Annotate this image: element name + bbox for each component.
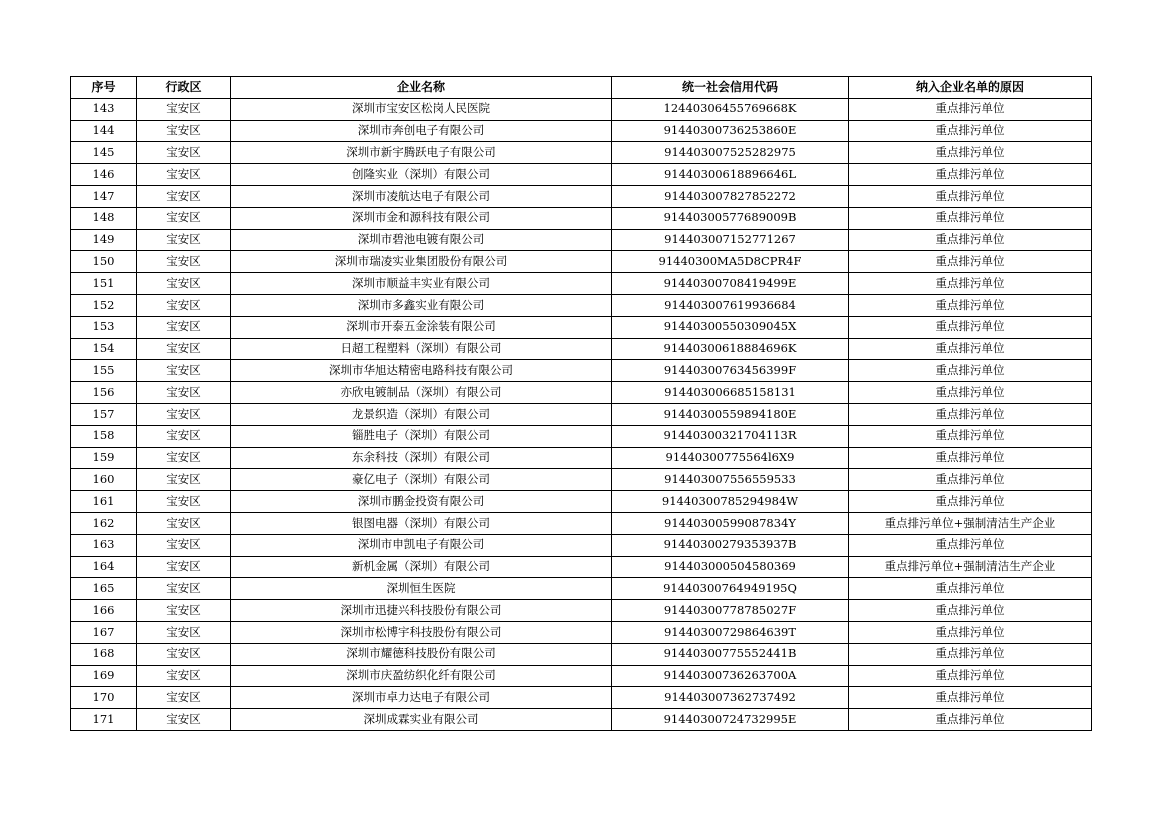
cell-reason: 重点排污单位 [849, 360, 1092, 382]
table-row [71, 403, 1092, 425]
cell-seq: 168 [71, 643, 137, 665]
cell-seq: 171 [71, 709, 137, 731]
cell-reason: 重点排污单位 [849, 207, 1092, 229]
cell-seq: 148 [71, 207, 137, 229]
cell-seq: 158 [71, 425, 137, 447]
cell-seq: 165 [71, 578, 137, 600]
table-row [71, 273, 1092, 295]
cell-district: 宝安区 [137, 185, 231, 207]
table-row [71, 316, 1092, 338]
cell-seq: 170 [71, 687, 137, 709]
table-row [71, 512, 1092, 534]
cell-company-name: 深圳市卓力达电子有限公司 [231, 687, 612, 709]
header-company-name: 企业名称 [231, 77, 612, 99]
cell-company-name: 豪亿电子（深圳）有限公司 [231, 469, 612, 491]
cell-seq: 153 [71, 316, 137, 338]
cell-district: 宝安区 [137, 687, 231, 709]
cell-reason: 重点排污单位 [849, 403, 1092, 425]
cell-district: 宝安区 [137, 621, 231, 643]
table-row [71, 382, 1092, 404]
cell-reason: 重点排污单位 [849, 665, 1092, 687]
cell-district: 宝安区 [137, 665, 231, 687]
table-row [71, 142, 1092, 164]
table-row [71, 621, 1092, 643]
cell-reason: 重点排污单位 [849, 600, 1092, 622]
table-row [71, 643, 1092, 665]
cell-seq: 149 [71, 229, 137, 251]
enterprise-table [70, 76, 1092, 731]
cell-district: 宝安区 [137, 207, 231, 229]
cell-district: 宝安区 [137, 164, 231, 186]
cell-seq: 167 [71, 621, 137, 643]
cell-reason: 重点排污单位 [849, 491, 1092, 513]
cell-reason: 重点排污单位 [849, 338, 1092, 360]
cell-company-name: 亦欣电镀制品（深圳）有限公司 [231, 382, 612, 404]
cell-seq: 166 [71, 600, 137, 622]
table-row [71, 469, 1092, 491]
cell-reason: 重点排污单位 [849, 447, 1092, 469]
cell-reason: 重点排污单位 [849, 229, 1092, 251]
cell-district: 宝安区 [137, 360, 231, 382]
cell-seq: 154 [71, 338, 137, 360]
cell-credit-code: 91440300708419499E [612, 273, 849, 295]
cell-reason: 重点排污单位 [849, 578, 1092, 600]
cell-credit-code: 914403007556559533 [612, 469, 849, 491]
cell-company-name: 银图电器（深圳）有限公司 [231, 512, 612, 534]
cell-reason: 重点排污单位 [849, 98, 1092, 120]
table-row [71, 556, 1092, 578]
cell-seq: 164 [71, 556, 137, 578]
cell-reason: 重点排污单位 [849, 709, 1092, 731]
cell-seq: 146 [71, 164, 137, 186]
cell-company-name: 深圳市碧池电镀有限公司 [231, 229, 612, 251]
cell-seq: 143 [71, 98, 137, 120]
cell-seq: 162 [71, 512, 137, 534]
cell-company-name: 东余科技（深圳）有限公司 [231, 447, 612, 469]
cell-district: 宝安区 [137, 120, 231, 142]
cell-company-name: 日超工程塑料（深圳）有限公司 [231, 338, 612, 360]
cell-credit-code: 91440300729864639T [612, 621, 849, 643]
table-row [71, 164, 1092, 186]
cell-district: 宝安区 [137, 709, 231, 731]
cell-district: 宝安区 [137, 98, 231, 120]
cell-district: 宝安区 [137, 403, 231, 425]
cell-company-name: 深圳成霖实业有限公司 [231, 709, 612, 731]
table-row [71, 185, 1092, 207]
table-row [71, 578, 1092, 600]
cell-company-name: 深圳市鹏金投资有限公司 [231, 491, 612, 513]
cell-credit-code: 91440300618896646L [612, 164, 849, 186]
cell-district: 宝安区 [137, 600, 231, 622]
cell-company-name: 深圳恒生医院 [231, 578, 612, 600]
cell-credit-code: 91440300736263700A [612, 665, 849, 687]
cell-seq: 159 [71, 447, 137, 469]
cell-company-name: 深圳市申凯电子有限公司 [231, 534, 612, 556]
cell-district: 宝安区 [137, 294, 231, 316]
cell-district: 宝安区 [137, 142, 231, 164]
table-row [71, 491, 1092, 513]
cell-district: 宝安区 [137, 447, 231, 469]
cell-seq: 145 [71, 142, 137, 164]
table-row [71, 294, 1092, 316]
cell-credit-code: 914403006685158131 [612, 382, 849, 404]
cell-reason: 重点排污单位 [849, 534, 1092, 556]
cell-reason: 重点排污单位 [849, 621, 1092, 643]
cell-seq: 151 [71, 273, 137, 295]
cell-reason: 重点排污单位 [849, 142, 1092, 164]
table-row [71, 120, 1092, 142]
cell-company-name: 深圳市多鑫实业有限公司 [231, 294, 612, 316]
cell-reason: 重点排污单位 [849, 382, 1092, 404]
table-row [71, 534, 1092, 556]
cell-credit-code: 914403007827852272 [612, 185, 849, 207]
cell-reason: 重点排污单位 [849, 185, 1092, 207]
table-row [71, 687, 1092, 709]
cell-credit-code: 91440300775552441B [612, 643, 849, 665]
cell-district: 宝安区 [137, 578, 231, 600]
cell-credit-code: 91440300550309045X [612, 316, 849, 338]
header-seq: 序号 [71, 77, 137, 99]
cell-credit-code: 914403007362737492 [612, 687, 849, 709]
cell-company-name: 龙景织造（深圳）有限公司 [231, 403, 612, 425]
table-row [71, 360, 1092, 382]
cell-seq: 157 [71, 403, 137, 425]
cell-reason: 重点排污单位 [849, 469, 1092, 491]
header-reason: 纳入企业名单的原因 [849, 77, 1092, 99]
cell-credit-code: 91440300778785027F [612, 600, 849, 622]
cell-company-name: 深圳市奔创电子有限公司 [231, 120, 612, 142]
cell-seq: 144 [71, 120, 137, 142]
cell-credit-code: 91440300785294984W [612, 491, 849, 513]
cell-district: 宝安区 [137, 512, 231, 534]
cell-district: 宝安区 [137, 491, 231, 513]
header-credit-code: 统一社会信用代码 [612, 77, 849, 99]
cell-credit-code: 91440300775564l6X9 [612, 447, 849, 469]
cell-company-name: 深圳市华旭达精密电路科技有限公司 [231, 360, 612, 382]
cell-credit-code: 914403007525282975 [612, 142, 849, 164]
cell-company-name: 新机金属（深圳）有限公司 [231, 556, 612, 578]
cell-credit-code: 914403007152771267 [612, 229, 849, 251]
table-row [71, 338, 1092, 360]
table-row [71, 425, 1092, 447]
cell-reason: 重点排污单位 [849, 120, 1092, 142]
cell-company-name: 深圳市庆盈纺织化纤有限公司 [231, 665, 612, 687]
cell-credit-code: 12440306455769668K [612, 98, 849, 120]
cell-reason: 重点排污单位 [849, 294, 1092, 316]
cell-reason: 重点排污单位+强制清洁生产企业 [849, 556, 1092, 578]
cell-credit-code: 91440300577689009B [612, 207, 849, 229]
cell-reason: 重点排污单位 [849, 164, 1092, 186]
cell-credit-code: 91440300279353937B [612, 534, 849, 556]
cell-credit-code: 914403007619936684 [612, 294, 849, 316]
cell-district: 宝安区 [137, 556, 231, 578]
cell-reason: 重点排污单位 [849, 251, 1092, 273]
table-row [71, 207, 1092, 229]
table-row [71, 251, 1092, 273]
cell-district: 宝安区 [137, 338, 231, 360]
table-row [71, 447, 1092, 469]
table-row [71, 98, 1092, 120]
cell-district: 宝安区 [137, 469, 231, 491]
cell-seq: 147 [71, 185, 137, 207]
cell-company-name: 深圳市顺益丰实业有限公司 [231, 273, 612, 295]
cell-credit-code: 914403000504580369 [612, 556, 849, 578]
cell-company-name: 深圳市新宇腾跃电子有限公司 [231, 142, 612, 164]
cell-reason: 重点排污单位 [849, 687, 1092, 709]
cell-district: 宝安区 [137, 316, 231, 338]
cell-seq: 150 [71, 251, 137, 273]
cell-credit-code: 91440300559894180E [612, 403, 849, 425]
table-row [71, 600, 1092, 622]
header-row [71, 77, 1092, 99]
cell-company-name: 锱胜电子（深圳）有限公司 [231, 425, 612, 447]
cell-credit-code: 91440300618884696K [612, 338, 849, 360]
cell-district: 宝安区 [137, 251, 231, 273]
cell-company-name: 深圳市迅捷兴科技股份有限公司 [231, 600, 612, 622]
cell-seq: 161 [71, 491, 137, 513]
cell-company-name: 创隆实业（深圳）有限公司 [231, 164, 612, 186]
cell-company-name: 深圳市松博宇科技股份有限公司 [231, 621, 612, 643]
cell-district: 宝安区 [137, 425, 231, 447]
cell-district: 宝安区 [137, 643, 231, 665]
cell-company-name: 深圳市凌航达电子有限公司 [231, 185, 612, 207]
cell-credit-code: 91440300736253860E [612, 120, 849, 142]
cell-credit-code: 91440300763456399F [612, 360, 849, 382]
cell-seq: 152 [71, 294, 137, 316]
table-row [71, 229, 1092, 251]
cell-district: 宝安区 [137, 229, 231, 251]
cell-reason: 重点排污单位+强制清洁生产企业 [849, 512, 1092, 534]
table-body [71, 98, 1092, 730]
cell-credit-code: 91440300321704113R [612, 425, 849, 447]
cell-company-name: 深圳市宝安区松岗人民医院 [231, 98, 612, 120]
cell-reason: 重点排污单位 [849, 316, 1092, 338]
cell-company-name: 深圳市金和源科技有限公司 [231, 207, 612, 229]
cell-seq: 156 [71, 382, 137, 404]
cell-district: 宝安区 [137, 534, 231, 556]
table-header [71, 77, 1092, 99]
table-row [71, 665, 1092, 687]
table-row [71, 709, 1092, 731]
cell-district: 宝安区 [137, 273, 231, 295]
cell-seq: 163 [71, 534, 137, 556]
cell-company-name: 深圳市耀德科技股份有限公司 [231, 643, 612, 665]
cell-seq: 155 [71, 360, 137, 382]
cell-reason: 重点排污单位 [849, 425, 1092, 447]
cell-seq: 160 [71, 469, 137, 491]
cell-reason: 重点排污单位 [849, 273, 1092, 295]
cell-company-name: 深圳市开泰五金涂装有限公司 [231, 316, 612, 338]
cell-credit-code: 91440300764949195Q [612, 578, 849, 600]
cell-credit-code: 91440300599087834Y [612, 512, 849, 534]
cell-credit-code: 91440300MA5D8CPR4F [612, 251, 849, 273]
cell-credit-code: 91440300724732995E [612, 709, 849, 731]
cell-reason: 重点排污单位 [849, 643, 1092, 665]
cell-seq: 169 [71, 665, 137, 687]
header-district: 行政区 [137, 77, 231, 99]
cell-district: 宝安区 [137, 382, 231, 404]
cell-company-name: 深圳市瑞凌实业集团股份有限公司 [231, 251, 612, 273]
